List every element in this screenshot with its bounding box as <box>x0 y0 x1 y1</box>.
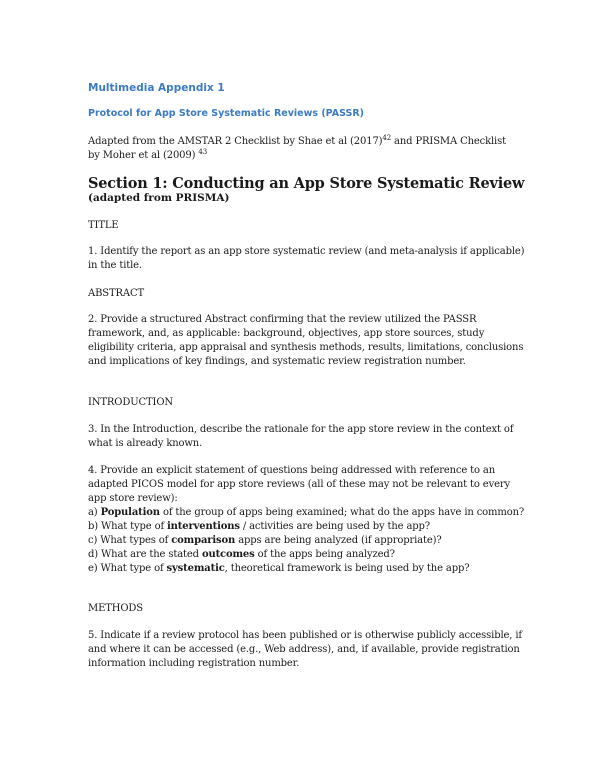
picos-item-a <box>88 506 528 520</box>
section-subtitle: (adapted from PRISMA) <box>88 192 230 204</box>
introduction-heading: INTRODUCTION <box>88 397 173 408</box>
picos-e-text: , theoretical framework is being used by the app? <box>224 563 470 574</box>
picos-item-c <box>88 534 528 548</box>
picos-c-term: comparison <box>171 535 236 546</box>
item-1: 1. Identify the report as an app store systematic review (and meta-analysis if applicable) in the title. <box>88 246 525 271</box>
picos-a-prefix: a) <box>88 507 101 518</box>
item-2: 2. Provide a structured Abstract confirming that the review utilized the PASSR framework, and, as applicable: background, objectives, app store sources, study eligibility criteria, app appraisal and synthesis methods, results, limitations, conclusions and implications of key findings, and systematic review registration number. <box>88 314 524 367</box>
picos-c-text: apps are being analyzed (if appropriate)? <box>235 535 442 546</box>
appendix-heading: Multimedia Appendix 1 <box>88 82 225 94</box>
picos-item-d <box>88 548 528 562</box>
title-heading: TITLE <box>88 220 119 231</box>
picos-e-prefix: e) What type of <box>88 563 167 574</box>
picos-item-e <box>88 562 528 576</box>
item-5: 5. Indicate if a review protocol has been published or is otherwise publicly accessible, if and where it can be accessed (e.g., Web address), and, if available, provide registration information including registration number. <box>88 630 522 669</box>
picos-d-text: of the apps being analyzed? <box>254 549 395 560</box>
item-4: 4. Provide an explicit statement of questions being addressed with reference to an adapted PICOS model for app store reviews (all of these may not be relevant to every app store review): <box>88 465 510 504</box>
picos-a-term: Population <box>100 507 160 518</box>
intro-text-2: and PRISMA Checklist <box>391 136 506 147</box>
abstract-heading: ABSTRACT <box>88 288 144 299</box>
picos-b-prefix: b) What type of <box>88 521 168 532</box>
intro-text-3: by Moher et al (2009) <box>88 150 199 161</box>
item-4-block <box>88 464 528 576</box>
section-title: Section 1: Conducting an App Store Systematic Review <box>88 175 525 192</box>
picos-d-prefix: d) What are the stated <box>88 549 202 560</box>
methods-heading: METHODS <box>88 603 143 614</box>
picos-d-term: outcomes <box>201 549 255 560</box>
item-3: 3. In the Introduction, describe the rationale for the app store review in the context of what is already known. <box>88 424 514 449</box>
intro-text-1: Adapted from the AMSTAR 2 Checklist by Shae et al (2017) <box>88 136 383 147</box>
intro-paragraph <box>88 135 528 163</box>
protocol-heading: Protocol for App Store Systematic Reviews (PASSR) <box>88 108 365 119</box>
picos-b-text: / activities are being used by the app? <box>239 521 431 532</box>
picos-b-term: interventions <box>167 521 240 532</box>
ref-43: 43 <box>198 148 208 156</box>
picos-item-b <box>88 520 528 534</box>
picos-e-term: systematic <box>166 563 225 574</box>
ref-42: 42 <box>382 134 392 142</box>
picos-c-prefix: c) What types of <box>88 535 172 546</box>
picos-a-text: of the group of apps being examined; what do the apps have in common? <box>159 507 525 518</box>
